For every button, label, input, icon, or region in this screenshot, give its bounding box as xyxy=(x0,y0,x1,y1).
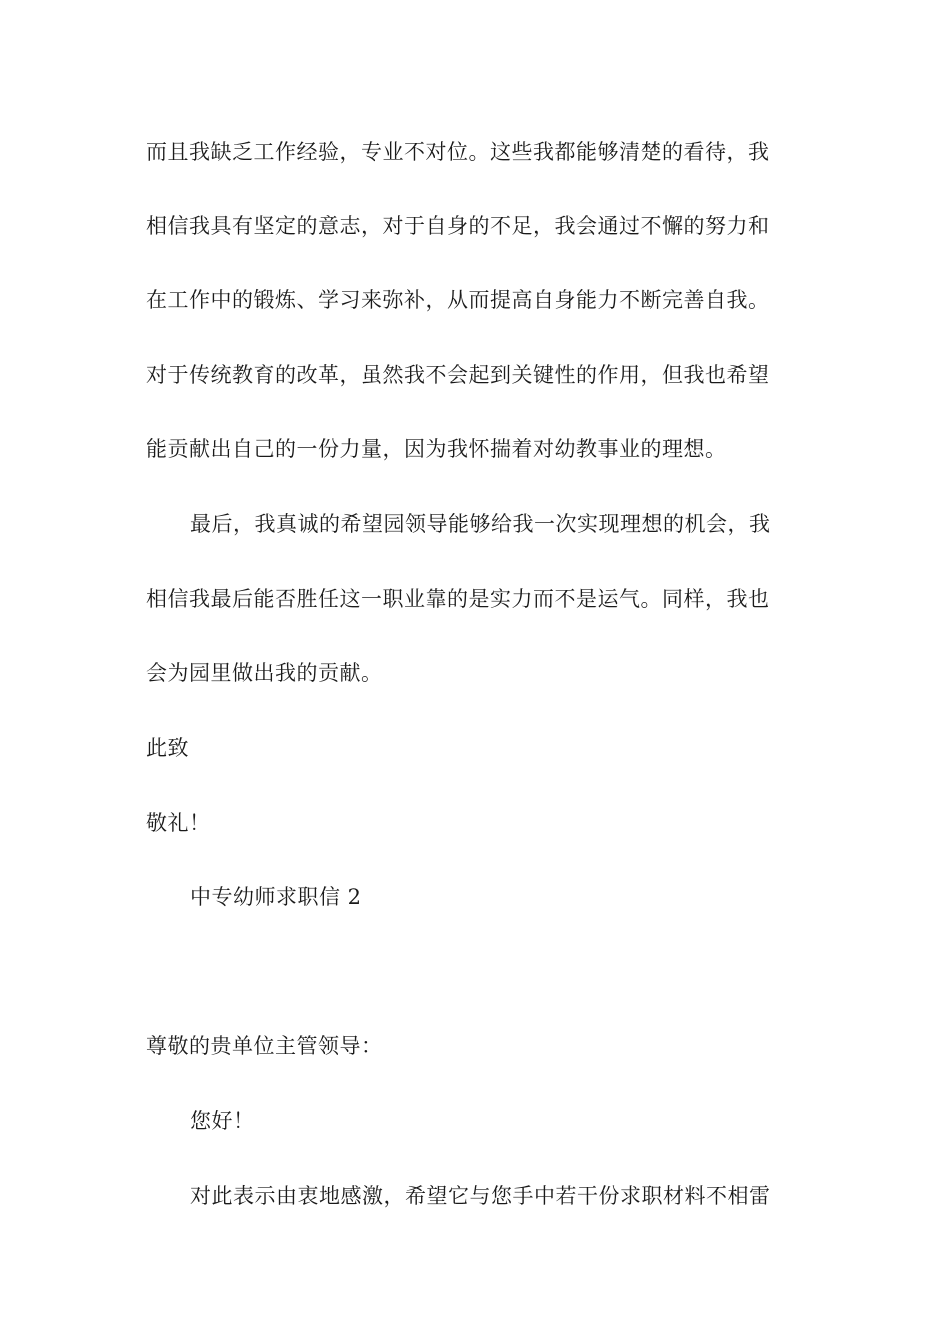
body-text-line: 能贡献出自己的一份力量，因为我怀揣着对幼教事业的理想。 xyxy=(146,437,727,461)
body-text-line: 对此表示由衷地感激，希望它与您手中若干份求职材料不相雷 xyxy=(190,1184,771,1208)
body-text-line: 而且我缺乏工作经验，专业不对位。这些我都能够清楚的看待，我 xyxy=(146,140,770,164)
closing-salutation: 此致 xyxy=(146,736,189,760)
body-text-line: 相信我具有坚定的意志，对于自身的不足，我会通过不懈的努力和 xyxy=(146,214,770,238)
body-text-line: 会为园里做出我的贡献。 xyxy=(146,661,383,685)
body-text-line: 相信我最后能否胜任这一职业靠的是实力而不是运气。同样，我也 xyxy=(146,587,770,611)
letter-hello: 您好！ xyxy=(190,1109,255,1133)
closing-regards: 敬礼！ xyxy=(146,811,211,835)
letter-greeting: 尊敬的贵单位主管领导： xyxy=(146,1034,383,1058)
body-text-line: 最后，我真诚的希望园领导能够给我一次实现理想的机会，我 xyxy=(190,512,771,536)
body-text-line: 对于传统教育的改革，虽然我不会起到关键性的作用，但我也希望 xyxy=(146,363,770,387)
section-title: 中专幼师求职信 2 xyxy=(190,885,362,909)
body-text-line: 在工作中的锻炼、学习来弥补，从而提高自身能力不断完善自我。 xyxy=(146,288,770,312)
